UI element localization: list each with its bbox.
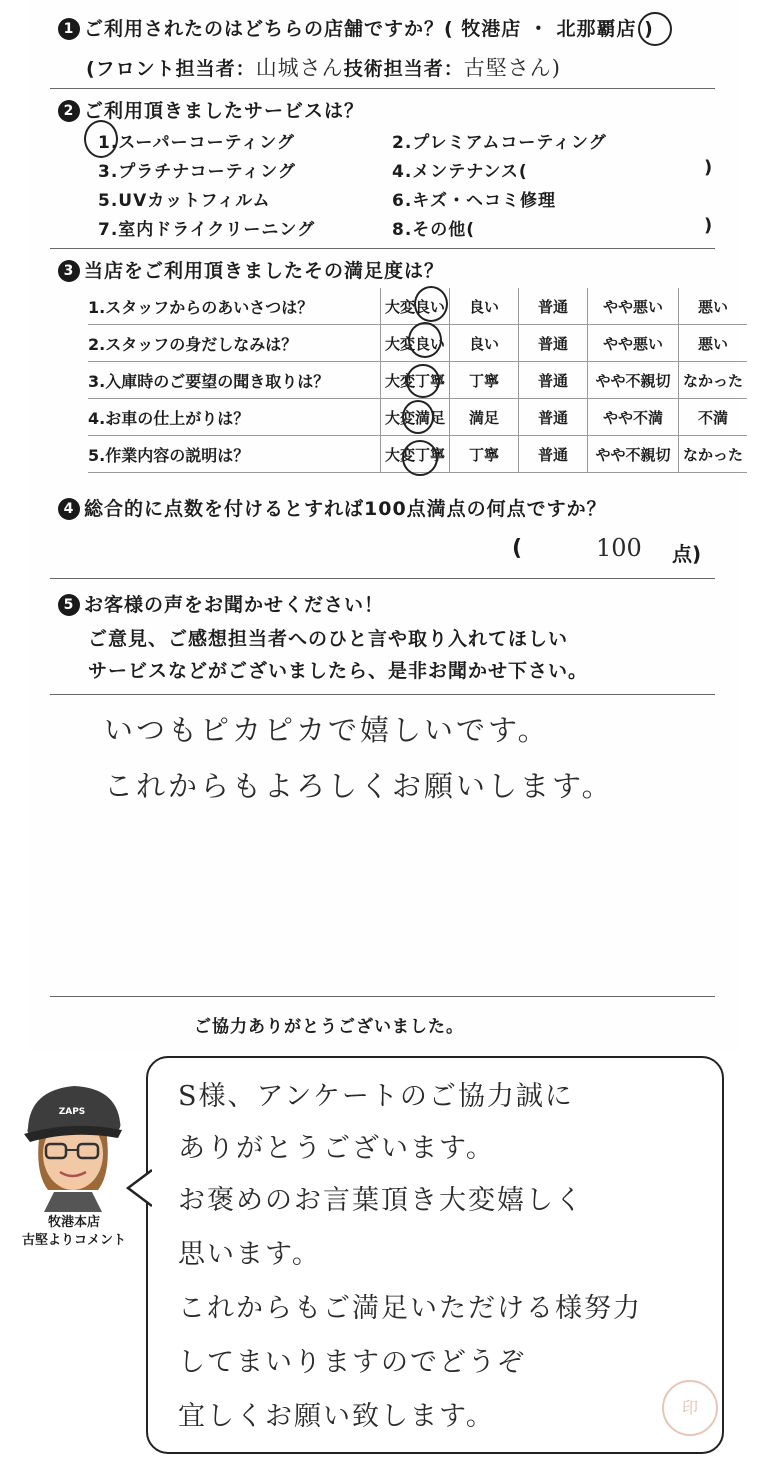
service-option-2: 2.プレミアムコーティング	[392, 133, 607, 153]
divider-2	[50, 248, 715, 249]
thanks-message: ご協力ありがとうございました。	[194, 1017, 464, 1037]
reply-speech-box	[146, 1056, 724, 1454]
rating-circle-2	[408, 322, 442, 358]
service-option-8-close: )	[704, 215, 713, 236]
reply-line-7: 宜しくお願い致します。	[178, 1401, 495, 1432]
staff-caption-line-1: 牧港本店	[47, 1215, 100, 1230]
q1-badge: 1	[58, 18, 80, 40]
satisfaction-choice[interactable]: 普通	[519, 436, 588, 473]
q2-line	[58, 96, 364, 123]
staff-avatar	[14, 1072, 132, 1212]
satisfaction-choice[interactable]: 普通	[519, 325, 588, 362]
satisfaction-question: 1.スタッフからのあいさつは？	[88, 288, 381, 325]
q5-sub2: サービスなどがございましたら、是非お聞かせ下さい。	[88, 660, 589, 682]
q4-badge: 4	[58, 498, 80, 520]
satisfaction-choice[interactable]: 良い	[450, 288, 519, 325]
reply-line-4: 思います。	[178, 1239, 321, 1270]
divider-5	[50, 996, 715, 997]
satisfaction-choice[interactable]: 丁寧	[450, 362, 519, 399]
reply-line-6: してまいりますのでどうぞ	[178, 1347, 526, 1378]
q5-text: お客様の声をお聞かせください！	[84, 594, 385, 616]
staff-caption	[18, 1214, 130, 1250]
cap-logo: ZAPS	[58, 1107, 86, 1117]
service-option-4: 4.メンテナンス(	[392, 162, 528, 182]
service-option-1: 1.スーパーコーティング	[98, 133, 295, 153]
satisfaction-choice[interactable]: やや悪い	[588, 288, 679, 325]
service-option-7: 7.室内ドライクリーニング	[98, 220, 316, 240]
q1-line	[58, 14, 654, 41]
satisfaction-choice[interactable]: なかった	[679, 362, 748, 399]
satisfaction-choice[interactable]: 満足	[450, 399, 519, 436]
satisfaction-question: 2.スタッフの身だしなみは？	[88, 325, 381, 362]
q4-text: 総合的に点数を付けるとすれば100点満点の何点ですか？	[84, 498, 607, 520]
rating-circle-3	[406, 364, 440, 398]
staff-neck	[44, 1192, 102, 1212]
satisfaction-choice[interactable]: 丁寧	[450, 436, 519, 473]
service-option-3: 3.プラチナコーティング	[98, 162, 296, 182]
q2-badge: 2	[58, 100, 80, 122]
satisfaction-question: 4.お車の仕上がりは？	[88, 399, 381, 436]
reply-line-3: お褒めのお言葉頂き大変嬉しく	[178, 1185, 584, 1216]
rating-circle-4	[402, 400, 434, 434]
customer-comment-line-2: これからもよろしくお願いします。	[104, 769, 614, 803]
speech-bubble-tail-shape	[128, 1170, 152, 1206]
q5-line	[58, 590, 384, 617]
divider-1	[50, 88, 715, 89]
satisfaction-choice[interactable]: やや不親切	[588, 362, 679, 399]
satisfaction-choice[interactable]: やや悪い	[588, 325, 679, 362]
q3-badge: 3	[58, 260, 80, 282]
reply-line-1: S様、アンケートのご協力誠に	[178, 1081, 574, 1112]
score-value: 100	[596, 534, 642, 562]
satisfaction-choice[interactable]: 良い	[450, 325, 519, 362]
tech-staff-name: 古堅さん)	[463, 56, 561, 80]
satisfaction-choice[interactable]: 大変良い	[381, 288, 450, 325]
tech-staff-label: 技術担当者：	[343, 58, 464, 80]
q5-sub1: ご意見、ご感想担当者へのひと言や取り入れてほしい	[88, 628, 569, 650]
q3-line	[58, 256, 444, 283]
speech-bubble-tail	[126, 1168, 152, 1208]
satisfaction-choice[interactable]: 大変良い	[381, 325, 450, 362]
score-open-paren: (	[512, 536, 523, 561]
satisfaction-question: 5.作業内容の説明は？	[88, 436, 381, 473]
seal-stamp: 印	[662, 1380, 718, 1436]
satisfaction-choice[interactable]: 不満	[679, 399, 748, 436]
customer-comment-line-1: いつもピカピカで嬉しいです。	[104, 713, 550, 747]
staff-caption-line-2: 古堅よりコメント	[21, 1233, 126, 1248]
satisfaction-choice[interactable]: 普通	[519, 362, 588, 399]
front-staff-label: (フロント担当者：	[86, 58, 256, 80]
satisfaction-choice[interactable]: なかった	[679, 436, 748, 473]
service-option-8: 8.その他(	[392, 220, 476, 240]
service-option-4-close: )	[704, 157, 713, 178]
satisfaction-choice[interactable]: やや不親切	[588, 436, 679, 473]
reply-line-2: ありがとうございます。	[178, 1133, 495, 1164]
divider-4	[50, 694, 715, 695]
score-unit: 点)	[672, 542, 702, 566]
q3-text: 当店をご利用頂きましたその満足度は？	[84, 260, 445, 282]
satisfaction-choice[interactable]: やや不満	[588, 399, 679, 436]
satisfaction-choice[interactable]: 悪い	[679, 325, 748, 362]
satisfaction-question: 3.入庫時のご要望の聞き取りは？	[88, 362, 381, 399]
rating-circle-1	[414, 286, 448, 322]
service-option-5: 5.UVカットフィルム	[98, 191, 271, 211]
q4-line	[58, 494, 607, 521]
q1-text: ご利用されたのはどちらの店舗ですか？( 牧港店 ・ 北那覇店 )	[84, 18, 654, 40]
q5-badge: 5	[58, 594, 80, 616]
reply-line-5: これからもご満足いただける様努力	[178, 1293, 642, 1324]
satisfaction-choice[interactable]: 大変満足	[381, 399, 450, 436]
satisfaction-choice[interactable]: 大変丁寧	[381, 362, 450, 399]
q1-staff-line	[86, 52, 561, 82]
satisfaction-choice[interactable]: 普通	[519, 399, 588, 436]
satisfaction-choice[interactable]: 悪い	[679, 288, 748, 325]
divider-3	[50, 578, 715, 579]
service-option-6: 6.キズ・ヘコミ修理	[392, 191, 556, 211]
satisfaction-choice[interactable]: 大変丁寧	[381, 436, 450, 473]
store-selection-circle	[638, 12, 672, 46]
front-staff-name: 山城さん	[255, 56, 344, 80]
satisfaction-choice[interactable]: 普通	[519, 288, 588, 325]
q2-text: ご利用頂きましたサービスは？	[84, 100, 365, 122]
rating-circle-5	[402, 440, 438, 476]
